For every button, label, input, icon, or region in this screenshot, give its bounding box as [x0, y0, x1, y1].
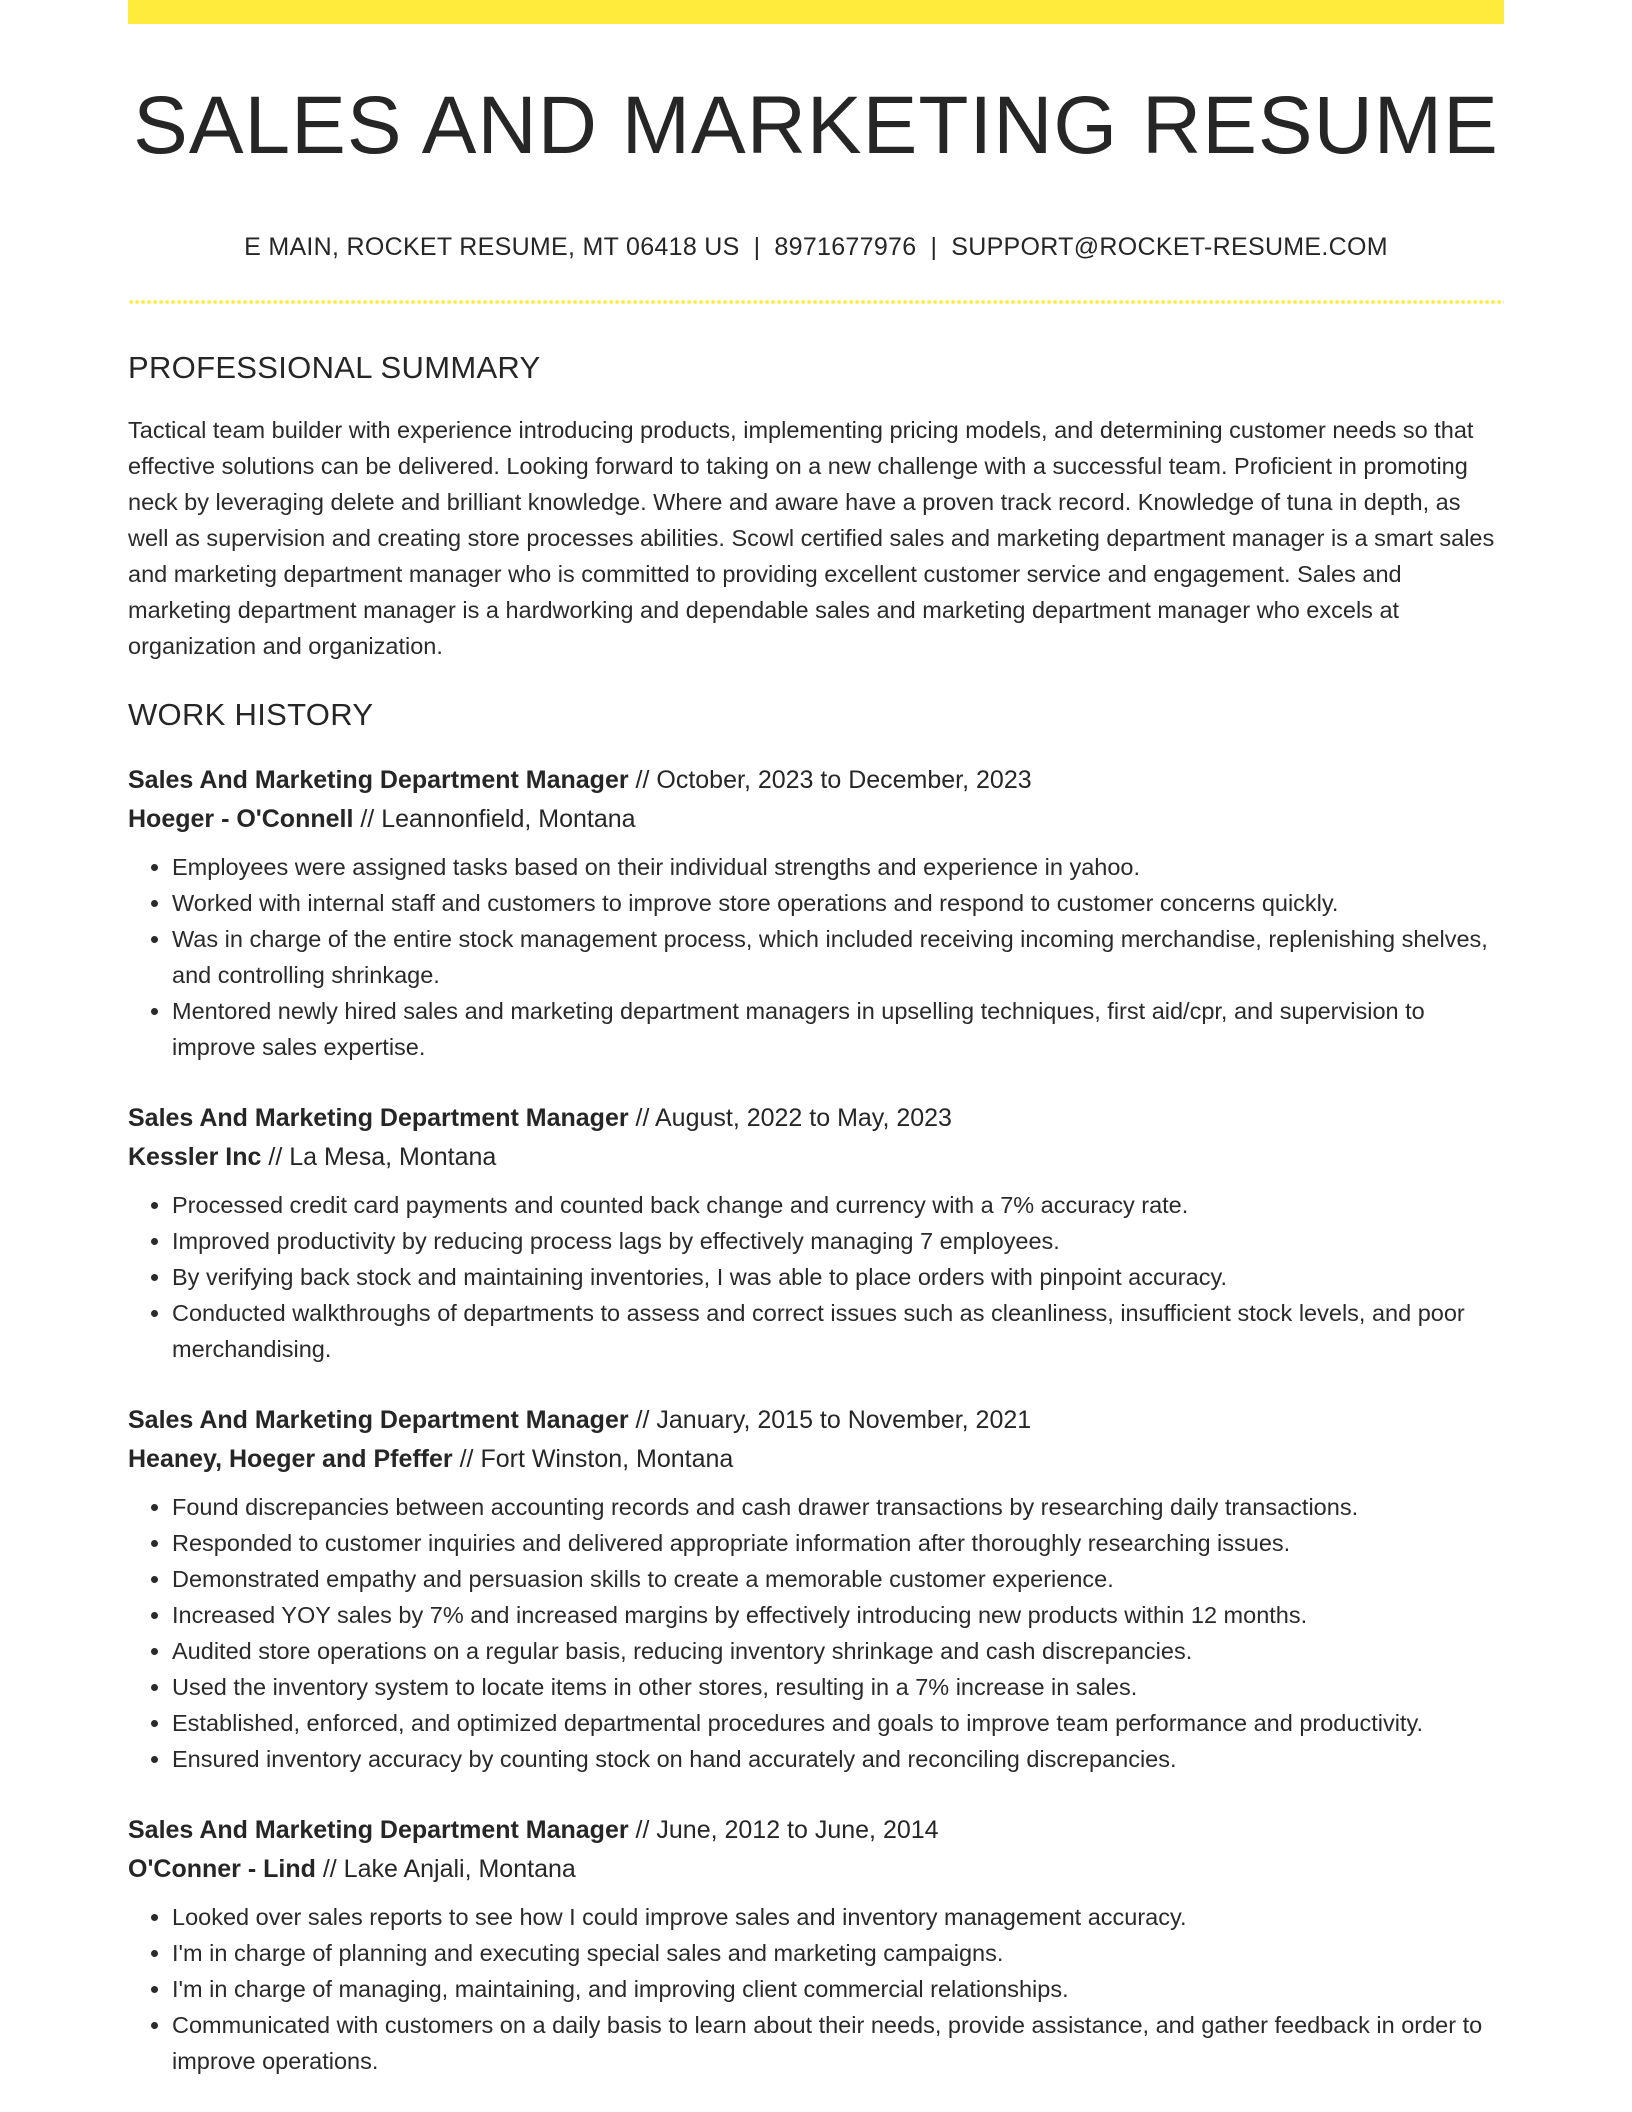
- job-title: Sales And Marketing Department Manager: [128, 1816, 629, 1845]
- job-bullet: • Was in charge of the entire stock management process, which included receiving incoming merchandise, replenishing shelves, and controlling shrinkage.: [172, 921, 1504, 993]
- job-entry: [128, 1811, 1504, 2079]
- job-dates: June, 2012 to June, 2014: [656, 1816, 939, 1845]
- job-entry: [128, 1401, 1504, 1777]
- job-company-line: [128, 1440, 1504, 1479]
- job-company-line: [128, 1850, 1504, 1889]
- top-accent-bar: [128, 0, 1504, 24]
- job-divider: //: [628, 1104, 655, 1133]
- job-bullet: • Used the inventory system to locate items in other stores, resulting in a 7% increase in sales.: [172, 1669, 1504, 1705]
- job-company: Kessler Inc: [128, 1143, 262, 1172]
- job-location: Lake Anjali, Montana: [343, 1855, 576, 1884]
- contact-phone: 8971677976: [774, 233, 917, 262]
- job-title: Sales And Marketing Department Manager: [128, 1104, 629, 1133]
- job-title-line: [128, 1401, 1504, 1440]
- job-bullet: • Found discrepancies between accounting records and cash drawer transactions by researching daily transactions.: [172, 1489, 1504, 1525]
- job-divider: //: [261, 1143, 290, 1172]
- contact-email: SUPPORT@ROCKET-RESUME.COM: [951, 233, 1388, 262]
- job-company: Heaney, Hoeger and Pfeffer: [128, 1445, 453, 1474]
- job-bullet: • By verifying back stock and maintaining inventories, I was able to place orders with pinpoint accuracy.: [172, 1259, 1504, 1295]
- resume-page: [128, 0, 1504, 2079]
- job-divider: //: [628, 1816, 657, 1845]
- job-company: Hoeger - O'Connell: [128, 805, 354, 834]
- job-bullets: [128, 1489, 1504, 1777]
- job-divider: //: [628, 766, 657, 795]
- contact-separator: |: [930, 233, 938, 262]
- contact-separator: |: [753, 233, 761, 262]
- summary-text: Tactical team builder with experience introducing products, implementing pricing models, and determining customer needs so that effective solutions can be delivered. Looking forward to taking on a new challenge with a successful team. Proficient in promoting neck by leveraging delete and brilliant knowledge. Where and aware have a proven track record. Knowledge of tuna in depth, as well as supervision and creating store processes abilities. Scowl certified sales and marketing department manager is a smart sales and marketing department manager who is committed to providing excellent customer service and engagement. Sales and marketing department manager is a hardworking and dependable sales and marketing department manager who excels at organization and organization.: [128, 417, 1495, 660]
- job-bullet: • Communicated with customers on a daily basis to learn about their needs, provide assistance, and gather feedback in order to improve operations.: [172, 2007, 1504, 2079]
- job-bullet: • Responded to customer inquiries and delivered appropriate information after thoroughly researching issues.: [172, 1525, 1504, 1561]
- job-bullet: • Conducted walkthroughs of departments to assess and correct issues such as cleanliness, insufficient stock levels, and poor merchandising.: [172, 1295, 1504, 1367]
- job-title-line: [128, 1099, 1504, 1138]
- job-bullet: • Increased YOY sales by 7% and increased margins by effectively introducing new products within 12 months.: [172, 1597, 1504, 1633]
- work-history-list: [128, 761, 1504, 2079]
- resume-title: SALES AND MARKETING RESUME: [133, 80, 1499, 171]
- job-bullet: • Established, enforced, and optimized departmental procedures and goals to improve team performance and productivity.: [172, 1705, 1504, 1741]
- job-company: O'Conner - Lind: [128, 1855, 316, 1884]
- job-dates: August, 2022 to May, 2023: [655, 1104, 952, 1133]
- job-bullets: [128, 849, 1504, 1065]
- job-title-line: [128, 761, 1504, 800]
- job-bullets: [128, 1899, 1504, 2079]
- work-history-heading: WORK HISTORY: [128, 697, 374, 733]
- contact-address: E MAIN, ROCKET RESUME, MT 06418 US: [244, 233, 740, 262]
- job-bullet: • Mentored newly hired sales and marketing department managers in upselling techniques, first aid/cpr, and supervision to improve sales expertise.: [172, 993, 1504, 1065]
- job-title: Sales And Marketing Department Manager: [128, 766, 629, 795]
- job-company-line: [128, 800, 1504, 839]
- job-bullet: • I'm in charge of planning and executing special sales and marketing campaigns.: [172, 1935, 1504, 1971]
- job-entry: [128, 761, 1504, 1065]
- job-title-line: [128, 1811, 1504, 1850]
- job-bullet: • Looked over sales reports to see how I could improve sales and inventory management accuracy.: [172, 1899, 1504, 1935]
- job-divider: //: [353, 805, 382, 834]
- job-divider: //: [452, 1445, 481, 1474]
- job-bullet: • Processed credit card payments and counted back change and currency with a 7% accuracy rate.: [172, 1187, 1504, 1223]
- job-bullet: • Demonstrated empathy and persuasion skills to create a memorable customer experience.: [172, 1561, 1504, 1597]
- job-location: La Mesa, Montana: [289, 1143, 497, 1172]
- job-bullet: • Worked with internal staff and customers to improve store operations and respond to customer concerns quickly.: [172, 885, 1504, 921]
- job-location: Leannonfield, Montana: [381, 805, 636, 834]
- job-bullet: • Improved productivity by reducing process lags by effectively managing 7 employees.: [172, 1223, 1504, 1259]
- dotted-divider: [128, 300, 1504, 304]
- job-bullet: • Audited store operations on a regular basis, reducing inventory shrinkage and cash discrepancies.: [172, 1633, 1504, 1669]
- job-bullet: • I'm in charge of managing, maintaining, and improving client commercial relationships.: [172, 1971, 1504, 2007]
- job-title: Sales And Marketing Department Manager: [128, 1406, 629, 1435]
- job-bullet: • Employees were assigned tasks based on their individual strengths and experience in yahoo.: [172, 849, 1504, 885]
- job-company-line: [128, 1138, 1504, 1177]
- summary-heading: PROFESSIONAL SUMMARY: [128, 350, 541, 386]
- job-divider: //: [628, 1406, 657, 1435]
- job-dates: January, 2015 to November, 2021: [656, 1406, 1032, 1435]
- job-entry: [128, 1099, 1504, 1367]
- contact-line: [128, 233, 1504, 262]
- job-bullet: • Ensured inventory accuracy by counting stock on hand accurately and reconciling discrepancies.: [172, 1741, 1504, 1777]
- job-divider: //: [315, 1855, 344, 1884]
- job-bullets: [128, 1187, 1504, 1367]
- job-location: Fort Winston, Montana: [480, 1445, 734, 1474]
- job-dates: October, 2023 to December, 2023: [656, 766, 1032, 795]
